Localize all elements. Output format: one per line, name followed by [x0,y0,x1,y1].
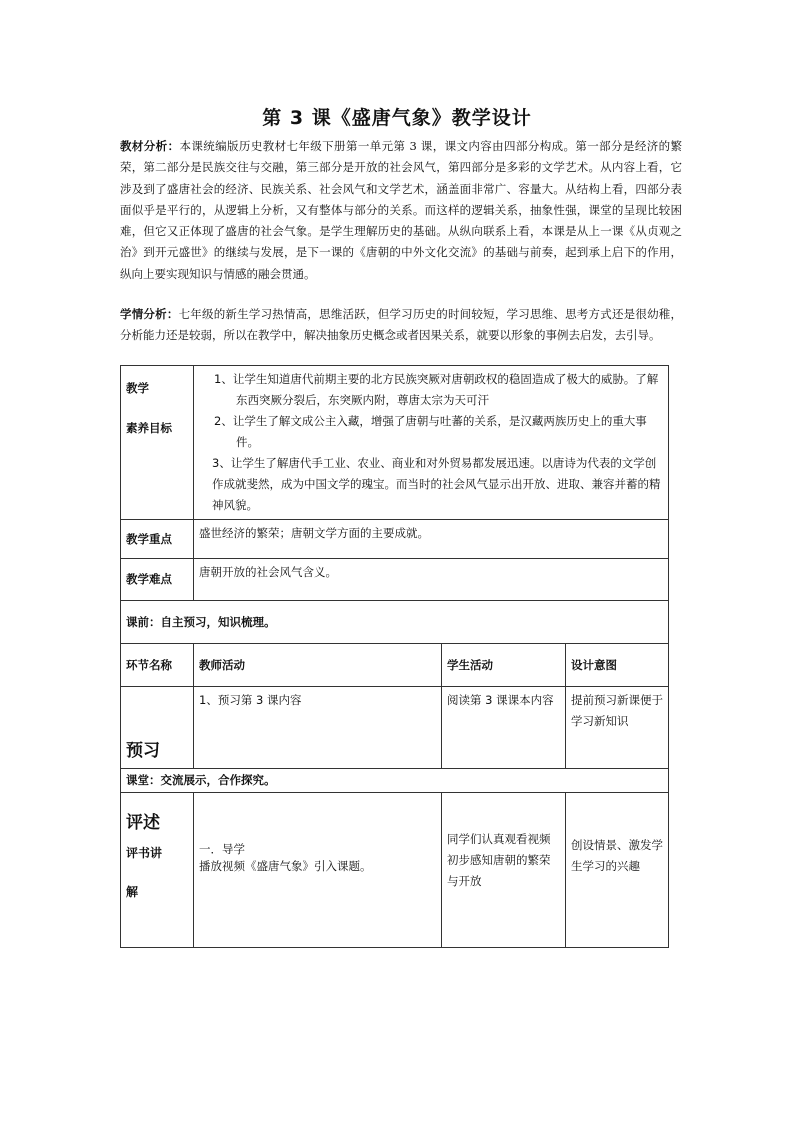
key-points-label: 教学重点 [121,520,194,559]
review-stage-3: 解 [126,885,139,899]
review-stage-2: 评书讲 [126,846,163,860]
goals-label-1: 教学 [126,381,149,395]
material-text: 本课统编版历史教材七年级下册第一单元第 3 课，课文内容由四部分构成。第一部分是经济的繁荣，第二部分是民族交往与交融，第三部分是开放的社会风气，第四部分是多彩的文学艺术。从内容上看，它涉及到了盛唐社会的经济、民族关系、社会风气和文学艺术，涵盖面非常广、容量大。从结构上看，四部分表面似乎是平行的，从逻辑上分析，又有整体与部分的关系。而这样的逻辑关系，抽象性强，课堂的呈现比较困难，但它又正体现了盛唐的社会气象。是学生理解历史的基础。从纵向联系上看，本课是从上一课《从贞观之治》到开元盛世》的继续与发展，是下一课的《唐朝的中外文化交流》的基础与前奏，起到承上启下的作用，纵向上要实现知识与情感的融会贯通。 [120,139,683,281]
header-teacher: 教师活动 [194,644,442,687]
key-points-text: 盛世经济的繁荣；唐朝文学方面的主要成就。 [194,520,669,559]
pre-class-text: 课前：自主预习，知识梳理。 [121,601,669,644]
difficulty-row [121,559,669,601]
review-intent: 创设情景、激发学生学习的兴趣 [566,793,669,948]
goals-label-cell [121,366,194,520]
goal-item-3: 3、让学生了解唐代手工业、农业、商业和对外贸易都发展迅速。以唐诗为代表的文学创作成就斐然，成为中国文学的瑰宝。而当时的社会风气显示出开放、进取、兼容并蓄的精神风貌。 [212,456,661,512]
review-stage-1: 评述 [126,813,160,833]
goals-label-2: 素养目标 [126,421,172,435]
review-teacher-cell [194,793,442,948]
header-intent: 设计意图 [566,644,669,687]
review-row [121,793,669,948]
key-points-row [121,520,669,559]
header-student: 学生活动 [442,644,566,687]
goal-item-1: 1、让学生知道唐代前期主要的北方民族突厥对唐朝政权的稳固造成了极大的威胁。了解东西突厥分裂后，东突厥内附，尊唐太宗为天可汗 [214,372,659,407]
document-title: 第 3 课《盛唐气象》教学设计 [262,107,532,129]
student-analysis [120,304,682,347]
preview-row [121,687,669,769]
difficulty-label: 教学难点 [121,559,194,601]
in-class-text: 课堂：交流展示，合作探究。 [121,769,669,793]
student-text: 七年级的新生学习热情高，思维活跃，但学习历史的时间较短，学习思维、思考方式还是很幼稚，分析能力还是较弱，所以在教学中，解决抽象历史概念或者因果关系，就要以形象的事例去启发，去引导。 [120,307,683,343]
preview-stage: 预习 [121,687,194,769]
preview-student: 阅读第 3 课课本内容 [442,687,566,769]
preview-teacher: 1、预习第 3 课内容 [194,687,442,769]
header-stage: 环节名称 [121,644,194,687]
goals-row [121,366,669,520]
pre-class-row [121,601,669,644]
review-teacher-1: 一．导学 [199,842,245,856]
difficulty-text: 唐朝开放的社会风气含义。 [194,559,669,601]
material-label: 教材分析： [120,139,180,153]
lesson-plan-table [120,365,669,948]
review-stage-cell [121,793,194,948]
goals-content-cell [194,366,669,520]
review-teacher-2: 播放视频《盛唐气象》引入课题。 [199,859,372,873]
material-analysis [120,136,682,285]
student-label: 学情分析： [120,307,179,321]
in-class-row [121,769,669,793]
goal-item-2: 2、让学生了解文成公主入藏，增强了唐朝与吐蕃的关系，是汉藏两族历史上的重大事件。 [214,414,647,449]
header-row [121,644,669,687]
preview-intent: 提前预习新课便于学习新知识 [566,687,669,769]
review-student: 同学们认真观看视频初步感知唐朝的繁荣与开放 [442,793,566,948]
